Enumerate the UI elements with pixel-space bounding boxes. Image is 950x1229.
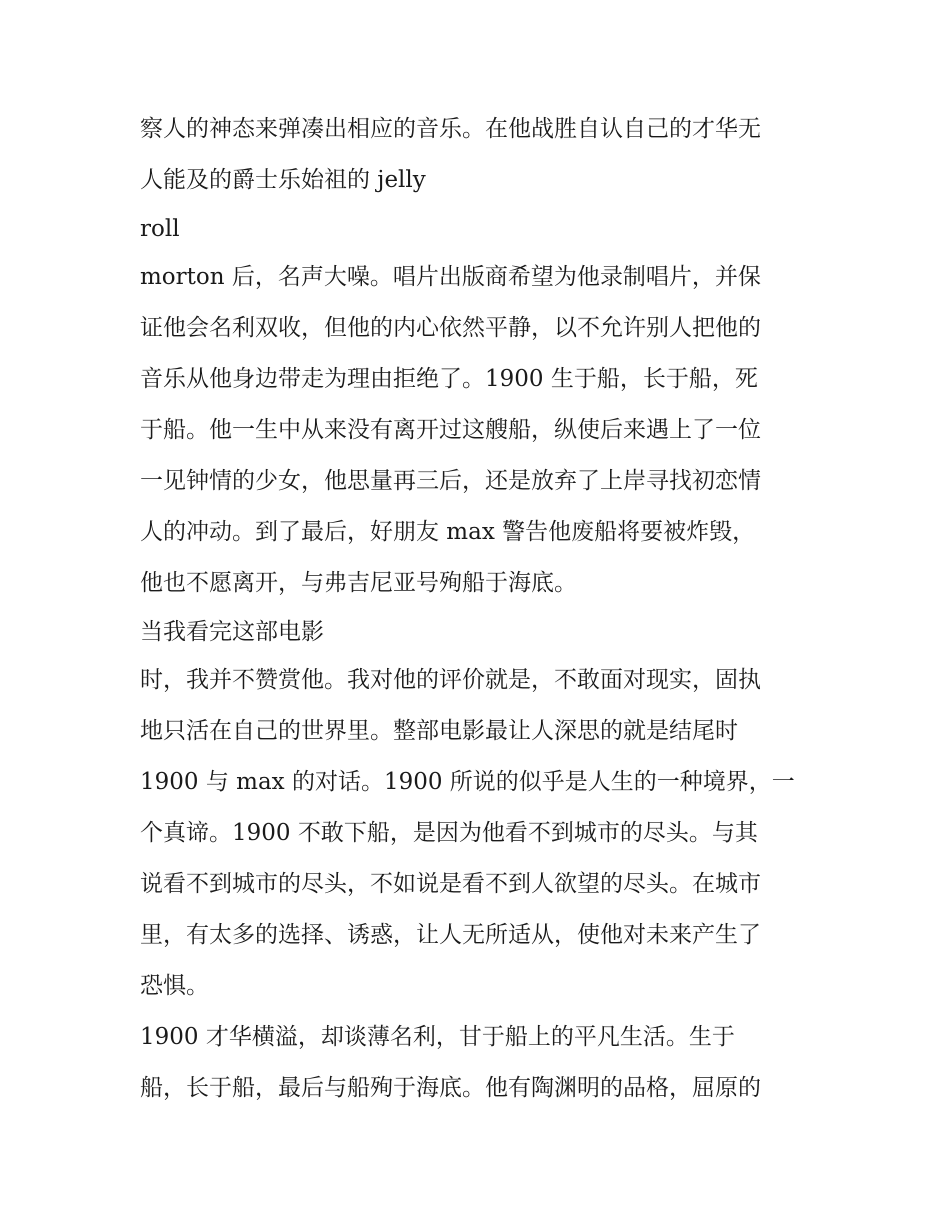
text-line: 音乐从他身边带走为理由拒绝了。1900 生于船，长于船，死 (140, 366, 758, 392)
text-line: 人能及的爵士乐始祖的 jelly (140, 167, 426, 193)
text-line: 当我看完这部电影 (140, 619, 324, 645)
text-line: morton 后，名声大噪。唱片出版商希望为他录制唱片，并保 (140, 264, 761, 290)
text-line: 恐惧。 (140, 973, 209, 999)
text-line: roll (140, 216, 180, 242)
text-line: 察人的神态来弹凑出相应的音乐。在他战胜自认自己的才华无 (140, 116, 761, 142)
document-body (140, 104, 820, 1114)
text-line: 他也不愿离开，与弗吉尼亚号殉船于海底。 (140, 570, 577, 596)
text-line: 1900 与 max 的对话。1900 所说的似乎是人生的一种境界，一 (140, 769, 795, 795)
text-line: 人的冲动。到了最后，好朋友 max 警告他废船将要被炸毁， (140, 519, 756, 545)
text-line: 证他会名利双收，但他的内心依然平静，以不允许别人把他的 (140, 315, 761, 341)
text-line: 地只活在自己的世界里。整部电影最让人深思的就是结尾时 (140, 718, 738, 744)
text-line: 说看不到城市的尽头，不如说是看不到人欲望的尽头。在城市 (140, 871, 761, 897)
text-line: 1900 才华横溢，却谈薄名利，甘于船上的平凡生活。生于 (140, 1024, 735, 1050)
text-line: 于船。他一生中从来没有离开过这艘船，纵使后来遇上了一位 (140, 417, 761, 443)
text-line: 一见钟情的少女，他思量再三后，还是放弃了上岸寻找初恋情 (140, 468, 761, 494)
text-line: 里，有太多的选择、诱惑，让人无所适从，使他对未来产生了 (140, 922, 761, 948)
text-line: 时，我并不赞赏他。我对他的评价就是，不敢面对现实，固执 (140, 667, 761, 693)
text-line: 船，长于船，最后与船殉于海底。他有陶渊明的品格，屈原的 (140, 1075, 761, 1101)
text-line: 个真谛。1900 不敢下船，是因为他看不到城市的尽头。与其 (140, 820, 758, 846)
